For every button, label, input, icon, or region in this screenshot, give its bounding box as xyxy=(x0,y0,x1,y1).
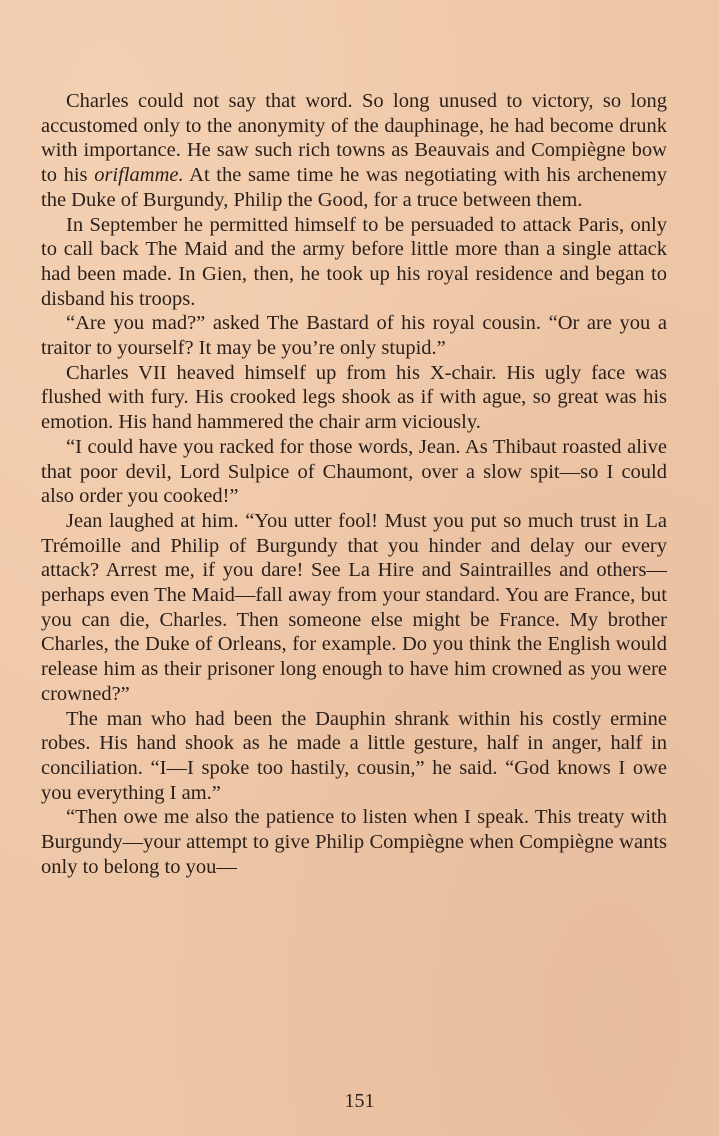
paragraph-2: In September he permitted himself to be persuaded to attack Paris, only to call back The Maid and the army before little more than a single attack had been made. In Gien, then, he took up his royal residence and began to disband his troops. xyxy=(41,213,667,310)
paragraph-5: “I could have you racked for those words, Jean. As Thibaut roasted alive that poor devil, Lord Sulpice of Chaumont, over a slow spit—so I could also order you cooked!” xyxy=(41,435,667,508)
paragraph-1 xyxy=(41,89,667,213)
paragraph-8: “Then owe me also the patience to listen when I speak. This treaty with Burgundy—your attempt to give Philip Compiègne when Compiègne wants only to belong to you— xyxy=(41,806,667,878)
paragraph-1-italic: oriflamme. xyxy=(94,164,184,187)
paragraph-7: The man who had been the Dauphin shrank within his costly ermine robes. His hand shook as he made a little gesture, half in anger, half in conciliation. “I—I spoke too hastily, cousin,” he said. “God knows I owe you everything I am.” xyxy=(41,707,667,804)
page-number: 151 xyxy=(344,1090,375,1112)
body-text xyxy=(41,89,667,880)
paragraph-6: Jean laughed at him. “You utter fool! Must you put so much trust in La Trémoille and Philip of Burgundy that you hinder and delay our every attack? Arrest me, if you dare! See La Hire and Saintrailles and others—perhaps even The Maid—fall away from your standard. You are France, but you can die, Charles. Then someone else might be France. My brother Charles, the Duke of Orleans, for example. Do you think the English would release him as their prisoner long enough to have him crowned as you were crowned?” xyxy=(41,509,667,705)
paragraph-1-text-end: At the same time he was negotiating with his archenemy the Duke of Burgundy, Philip the Good, for a truce between them. xyxy=(41,164,667,211)
paragraph-1-text: Charles could not say that word. So long unused to victory, so long accustomed only to the anonymity of the dauphinage, he had become drunk with importance. He saw such rich towns as Beauvais and Compiègne bow to his xyxy=(41,90,667,187)
paragraph-3: “Are you mad?” asked The Bastard of his royal cousin. “Or are you a traitor to yourself? It may be you’re only stupid.” xyxy=(41,312,667,360)
paragraph-4: Charles VII heaved himself up from his X-chair. His ugly face was flushed with fury. His crooked legs shook as if with ague, so great was his emotion. His hand hammered the chair arm viciously. xyxy=(41,361,667,434)
